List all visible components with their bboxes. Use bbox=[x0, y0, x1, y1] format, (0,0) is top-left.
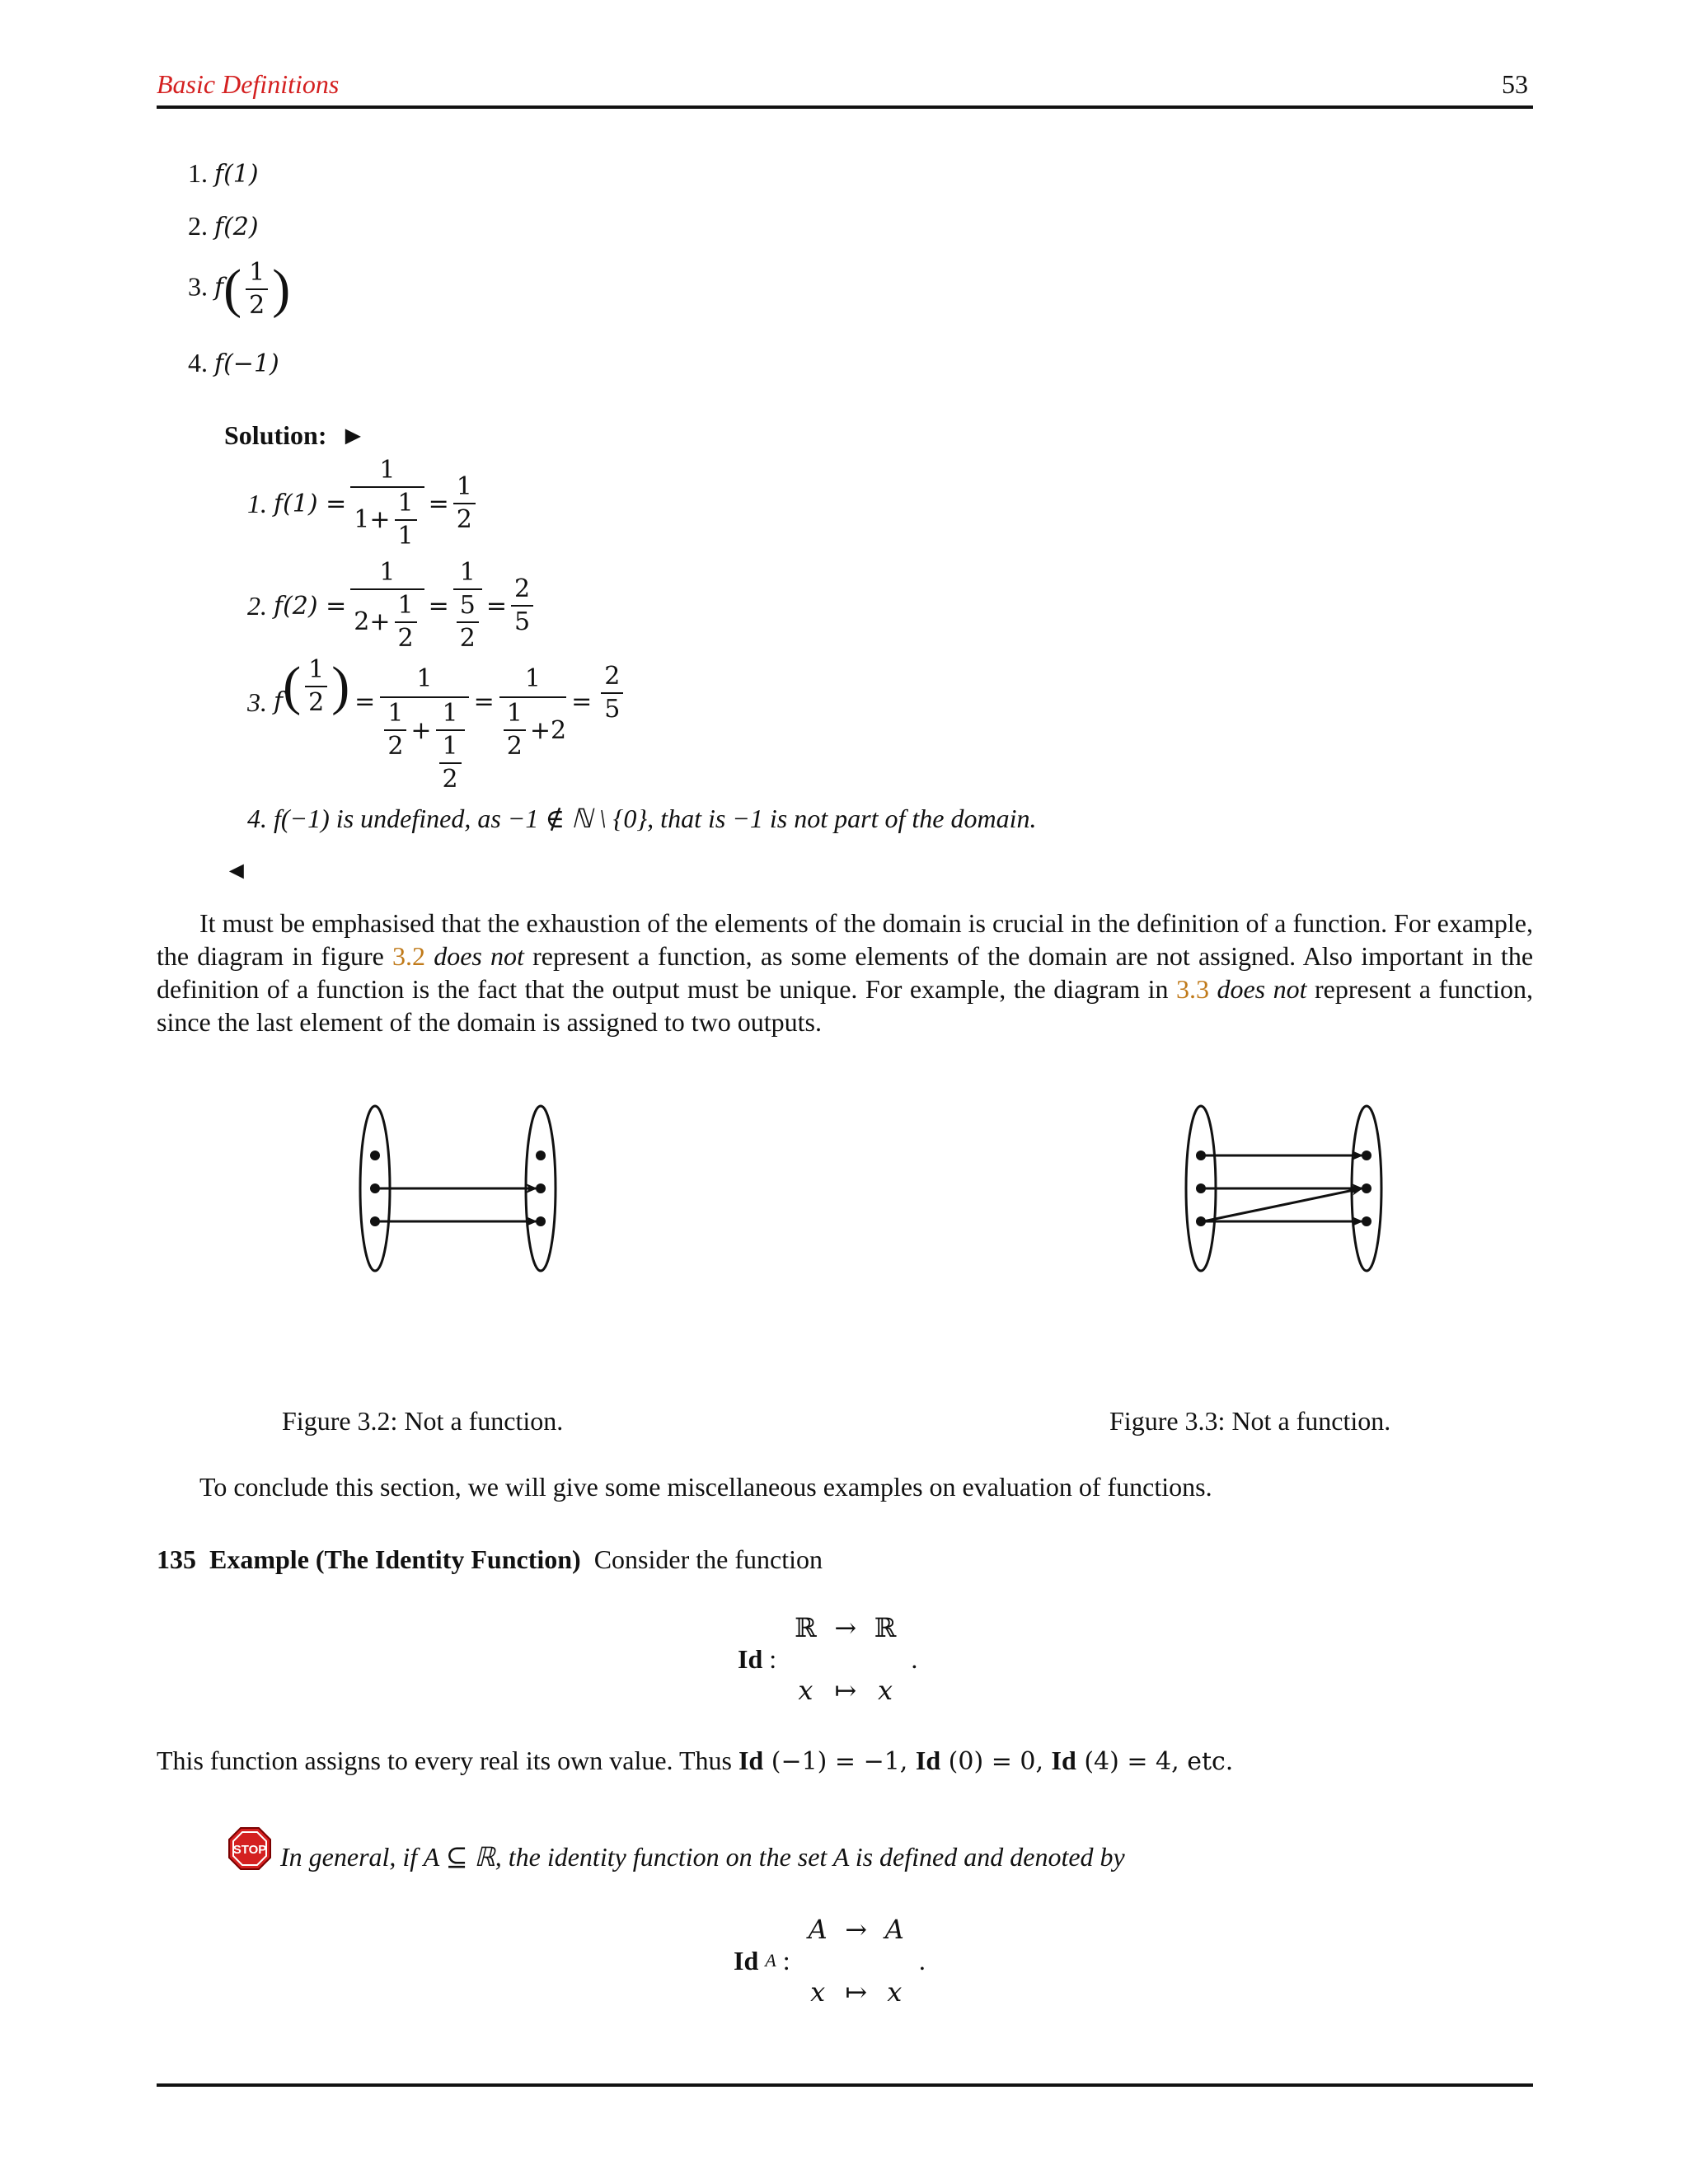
exercise-item-3: 3. f( $\frac{1}{2}$ ) bbox=[188, 258, 291, 320]
paragraph-function-definition: It must be emphasised that the exhaustion of the elements of the domain is crucial in the definition of a function. For example, the diagram in figure 3.2 does not represent a function, as some elements of the domain are not assigned. Also important in the definition of a function is the fact that the output must be unique. For example, the diagram in 3.3 does not represent a function, since the last element of the domain is assigned to two outputs. bbox=[157, 908, 1534, 1037]
fraction: $\frac{1}{2}$ bbox=[246, 260, 268, 318]
codomain-point bbox=[536, 1183, 546, 1193]
solution-item-2: 2. f(2) = 1 2+ $\frac{1}{2}$ = $\frac{1}{\frac{5}{2}}$ = $\frac{2}{5}$ bbox=[247, 560, 537, 651]
svg-text:STOP: STOP bbox=[232, 1843, 267, 1857]
identity-on-set-definition: Id A : A → A x ↦ x . bbox=[734, 1914, 926, 2008]
note-text: In general, if A ⊆ ℝ, the identity function on the set A is defined and denoted by bbox=[280, 1842, 1125, 1872]
codomain-point bbox=[1362, 1183, 1372, 1193]
header-rule bbox=[157, 105, 1533, 109]
stop-sign-icon bbox=[227, 1826, 272, 1871]
exercise-item-4: 4. f(−1) bbox=[188, 348, 279, 378]
figure-3-3-caption: Figure 3.3: Not a function. bbox=[1109, 1406, 1391, 1436]
footer-rule bbox=[157, 2083, 1533, 2087]
domain-point bbox=[370, 1151, 380, 1160]
mapping-arrow bbox=[1203, 1188, 1362, 1221]
example-heading: 135 Example (The Identity Function) Consider the function bbox=[157, 1544, 823, 1574]
solution-item-1: 1. f(1) = 1 1+ $\frac{1}{1}$ = $\frac{1}{2}$ bbox=[247, 458, 480, 549]
figure-3-2-diagram bbox=[346, 1096, 577, 1286]
figure-ref-3-2[interactable]: 3.2 bbox=[392, 941, 425, 971]
paragraph-conclusion: To conclude this section, we will give some miscellaneous examples on evaluation of functions. bbox=[199, 1472, 1212, 1502]
identity-function-explanation: This function assigns to every real its own value. Thus Id (−1) = −1, Id (0) = 0, Id (4) = 4, etc. bbox=[157, 1746, 1234, 1776]
codomain-point bbox=[536, 1151, 546, 1160]
solution-end-marker: ◄ bbox=[224, 857, 249, 884]
running-header-title: Basic Definitions bbox=[157, 69, 340, 99]
codomain-point bbox=[1362, 1216, 1372, 1226]
identity-function-definition: Id : ℝ → ℝ x ↦ x . bbox=[738, 1612, 918, 1706]
figure-3-3-diagram bbox=[1172, 1096, 1403, 1286]
figure-3-2-caption: Figure 3.2: Not a function. bbox=[282, 1406, 564, 1436]
page-number: 53 bbox=[1502, 69, 1528, 99]
exercise-item-1: 1. f(1) bbox=[188, 158, 259, 189]
solution-item-4: 4. f(−1) is undefined, as −1 ∉ ℕ \ {0}, that is −1 is not part of the domain. bbox=[247, 804, 1037, 833]
solution-label: Solution: ► bbox=[224, 420, 367, 450]
codomain-point bbox=[1362, 1151, 1372, 1160]
codomain-point bbox=[536, 1216, 546, 1226]
solution-item-3: 3. f ( $\frac{1}{2}$ ) = 1 $\frac{1}{2}$ + $\frac{1}{\frac{1}{2}}$ = 1 $\frac{1}{2}$ +2 = $\frac{2}{5}$ bbox=[247, 664, 627, 792]
exercise-item-2: 2. f(2) bbox=[188, 211, 259, 241]
figure-ref-3-3[interactable]: 3.3 bbox=[1175, 974, 1209, 1004]
